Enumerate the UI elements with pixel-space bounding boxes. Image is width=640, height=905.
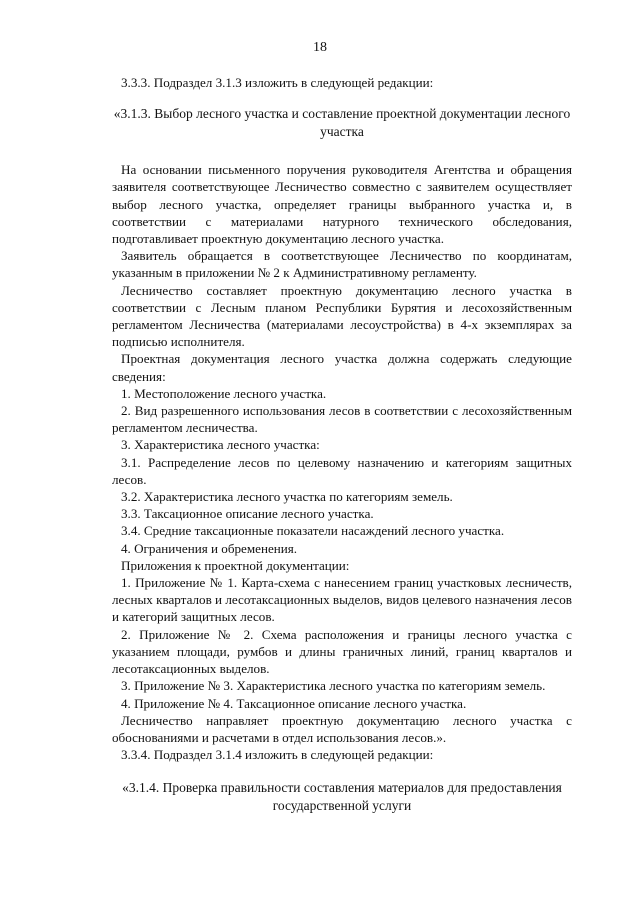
paragraph: Лесничество составляет проектную документацию лесного участка в соответствии с Лесным планом Республики Бурятия и лесохозяйственным регламентом Лесничества (материалами лесоустройства) в 4-х экземплярах за подписью исполнителя. [112, 282, 572, 350]
paragraph: Лесничество направляет проектную документацию лесного участка с обоснованиями и расчетами в отдел использования лесов.». [112, 712, 572, 745]
list-item: 3. Приложение № 3. Характеристика лесного участка по категориям земель. [121, 678, 546, 694]
list-item: 1. Приложение № 1. Карта-схема с нанесением границ участковых лесничеств, лесных кварталов и лесотаксационных выделов, видов целевого назначения лесов и категорий защитных лесов. [112, 575, 572, 625]
paragraph: На основании письменного поручения руководителя Агентства и обращения заявителя соответствующее Лесничество совместно с заявителем осуществляет выбор лесного участка, определяет границы выбранного участка и, в соответствии с материалами натурного технического обследования, подготавливает проектную документацию лесного участка. [112, 162, 572, 247]
list-item: 3.1. Распределение лесов по целевому назначению и категориям защитных лесов. [112, 454, 572, 487]
list-item: 2. Вид разрешенного использования лесов в соответствии с лесохозяйственным регламентом лесничества. [112, 403, 572, 436]
paragraph: Приложения к проектной документации: [121, 557, 350, 573]
paragraph: Проектная документация лесного участка должна содержать следующие сведения: [112, 351, 572, 384]
paragraph-instruction-314: 3.3.4. Подраздел 3.1.4 изложить в следующей редакции: [121, 747, 434, 763]
list-item: 3.4. Средние таксационные показатели насаждений лесного участка. [121, 523, 505, 539]
paragraph-instruction-313: 3.3.3. Подраздел 3.1.3 изложить в следующей редакции: [121, 75, 434, 90]
page-number: 18 [313, 40, 327, 55]
list-item: 4. Приложение № 4. Таксационное описание лесного участка. [121, 695, 467, 711]
paragraph: Заявитель обращается в соответствующее Лесничество по координатам, указанным в приложении № 2 к Административному регламенту. [112, 248, 572, 281]
list-item: 4. Ограничения и обременения. [121, 540, 298, 556]
section-heading-314: «3.1.4. Проверка правильности составления материалов для предоставления государственной услуги [122, 780, 562, 814]
list-item: 1. Местоположение лесного участка. [121, 385, 327, 401]
list-item: 3.3. Таксационное описание лесного участка. [121, 506, 374, 522]
list-item: 3. Характеристика лесного участка: [121, 437, 320, 453]
document-body [112, 74, 572, 815]
list-item: 2. Приложение № 2. Схема расположения и границы лесного участка с указанием площади, румбов и длины граничных линий, границ кварталов и лесотаксационных выделов. [112, 626, 572, 677]
list-item: 3.2. Характеристика лесного участка по категориям земель. [121, 489, 453, 505]
section-heading-313: «3.1.3. Выбор лесного участка и составление проектной документации лесного участка [113, 106, 571, 140]
